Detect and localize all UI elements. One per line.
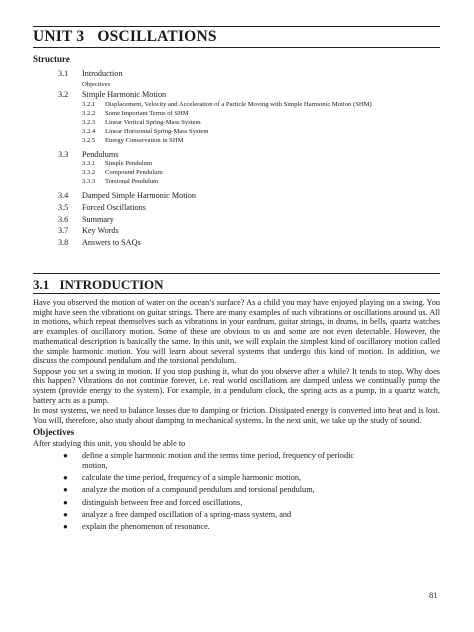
objective-item — [33, 498, 370, 508]
bullet-icon: ● — [63, 472, 68, 482]
toc-title: Compound Pendulum — [105, 169, 163, 177]
toc-number: 3.2.2 — [82, 109, 96, 117]
unit-name: OSCILLATIONS — [97, 28, 217, 45]
toc-subitem — [33, 110, 440, 118]
toc-number: 3.3.1 — [82, 160, 96, 168]
unit-number: UNIT 3 — [33, 28, 85, 45]
bullet-icon: ● — [63, 522, 68, 532]
section-heading — [33, 277, 164, 293]
section-number: 3.1 — [33, 277, 50, 292]
toc-number: 3.2.5 — [82, 136, 96, 144]
toc-title: Summary — [82, 214, 114, 224]
toc-title: Torsional Pendulum — [105, 178, 159, 186]
toc-title: Simple Harmonic Motion — [82, 90, 167, 100]
toc-item — [33, 238, 440, 248]
section-title: INTRODUCTION — [59, 277, 164, 292]
paragraph: Suppose you set a swing in motion. If you stop pushing it, what do you observe after a while? It tends to stop. Why does this happen? Vibrations do not continue forever, i.e. real world oscillations are damped unless we continually pump the system (provide energy to the system). For example, in a pendulum clock, the spring acts as a pump, in a quartz watch, battery acts as a pump. — [33, 366, 440, 405]
paragraph: You will, therefore, also study about damping in mechanical systems. In the next unit, we take up the study of sound. — [33, 416, 422, 426]
toc-subitem — [33, 101, 440, 109]
toc-title: Introduction — [82, 68, 123, 78]
toc-title: Linear Horizontal Spring-Mass System — [105, 127, 209, 135]
toc-item — [33, 203, 440, 213]
toc-number: 3.3.3 — [82, 178, 96, 186]
toc-subitem — [33, 160, 440, 168]
toc-title: Forced Oscillations — [82, 202, 146, 212]
toc-number: 3.2.1 — [82, 100, 96, 108]
toc-number: 3.1 — [58, 68, 69, 78]
objectives-heading: Objectives — [33, 426, 75, 437]
toc-item — [33, 226, 440, 236]
objective-text: define a simple harmonic motion and the terms time period, frequency of periodic motion, — [82, 450, 355, 470]
toc-number: 3.6 — [58, 214, 69, 224]
toc-item — [33, 90, 440, 100]
toc-number: 3.8 — [58, 237, 69, 247]
toc-item — [33, 191, 440, 201]
objective-text: calculate the time period, frequency of a simple harmonic motion, — [82, 472, 302, 482]
objective-text: analyze a free damped oscillation of a spring-mass system, and — [82, 509, 292, 519]
objective-item — [33, 451, 370, 470]
section-top-rule — [33, 273, 440, 274]
unit-title-rule — [33, 47, 440, 48]
toc-number: 3.4 — [58, 191, 69, 201]
toc-title: Displacement, Velocity and Acceleration of a Particle Moving with Simple Harmonic Motion (SHM) — [105, 100, 372, 108]
toc-subitem — [33, 137, 440, 145]
toc-title: Some Important Terms of SHM — [105, 109, 189, 117]
toc-subitem — [33, 128, 440, 136]
toc-title: Pendulums — [82, 149, 119, 159]
paragraph: Have you observed the motion of water on the ocean’s surface? As a child you may have enjoyed playing on a swing. You might have seen the vibrations on guitar strings. There are many examples of such vibrations or oscillations around us. All in motions, which repeat themselves such as vibrations in your eardrum, guitar strings, in drums, in bells, quartz watches are examples of oscillatory motion. Some of these are obvious to us and some are not even detectable. However, the mathematical description is basically the same. In this unit, we will explain the simplest kind of oscillatory motion called the simple harmonic motion. You will learn about several systems that undergo this kind of motion. In addition, we discuss the compound pendulum and the torsional pendulum. — [33, 298, 440, 366]
toc-title: Simple Pendulum — [105, 160, 153, 168]
toc-subitem — [33, 119, 440, 127]
bullet-icon: ● — [63, 497, 68, 507]
bullet-icon: ● — [63, 509, 68, 519]
toc-number: 3.2 — [58, 90, 69, 100]
toc-number: 3.3 — [58, 149, 69, 159]
toc-item — [33, 150, 440, 160]
objective-text: distinguish between free and forced oscillations, — [82, 497, 243, 507]
top-rule — [33, 26, 440, 27]
objective-item — [33, 522, 370, 532]
section-body — [33, 298, 440, 532]
objectives-list — [33, 451, 440, 532]
toc-title: Energy Conservation in SHM — [105, 136, 184, 144]
toc-subitem — [33, 178, 440, 186]
toc-title: Linear Vertical Spring-Mass System — [105, 118, 201, 126]
toc-number: 3.5 — [58, 202, 69, 212]
toc-number: 3.2.4 — [82, 127, 96, 135]
toc-objectives: Objectives — [82, 80, 111, 88]
table-of-contents — [33, 67, 440, 248]
bullet-icon: ● — [63, 450, 68, 460]
paragraph: In most systems, we need to balance losses due to damping or friction. Dissipated energy is converted into heat and is lost. — [33, 405, 440, 415]
toc-gap — [33, 187, 440, 190]
toc-title: Answers to SAQs — [82, 237, 141, 247]
toc-number: 3.7 — [58, 226, 69, 236]
objectives-intro: After studying this unit, you should be able to — [33, 438, 186, 448]
page-number: 81 — [429, 590, 438, 600]
objective-item — [33, 473, 370, 483]
bullet-icon: ● — [63, 485, 68, 495]
toc-subitem — [33, 169, 440, 177]
structure-heading: Structure — [33, 54, 70, 64]
toc-number: 3.3.2 — [82, 169, 96, 177]
toc-item — [33, 215, 440, 225]
objective-text: analyze the motion of a compound pendulum and torsional pendulum, — [82, 485, 315, 495]
toc-title: Key Words — [82, 226, 119, 236]
toc-number: 3.2.3 — [82, 118, 96, 126]
section-bottom-rule — [33, 293, 440, 294]
objective-item — [33, 485, 370, 495]
objective-text: explain the phenomenon of resonance. — [82, 522, 210, 532]
objective-item — [33, 510, 370, 520]
toc-title: Damped Simple Harmonic Motion — [82, 191, 196, 201]
toc-gap — [33, 145, 440, 148]
toc-item — [33, 69, 440, 79]
unit-title — [33, 28, 217, 46]
